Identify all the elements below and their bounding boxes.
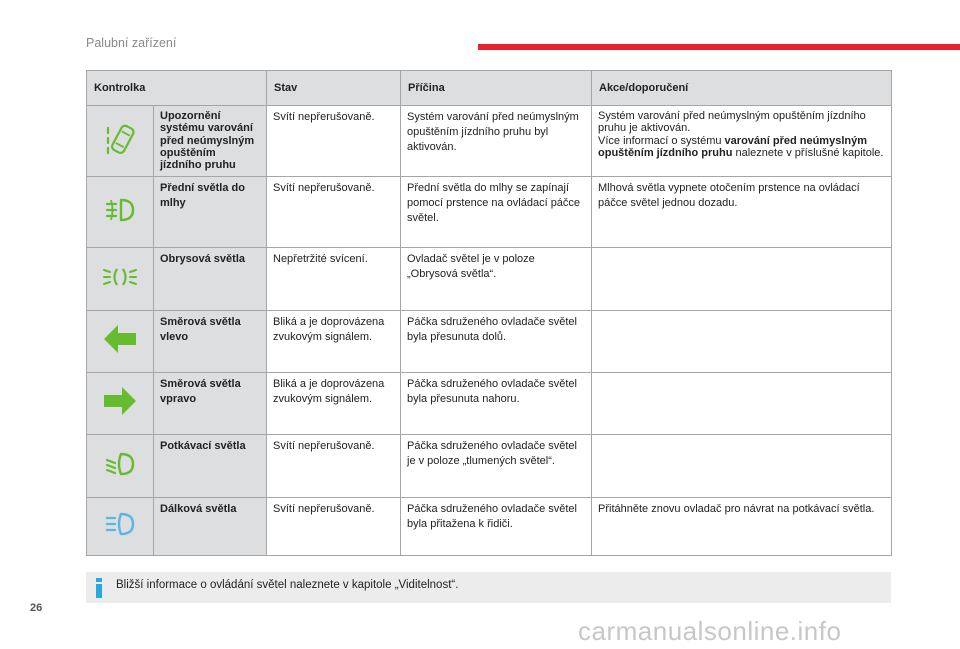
row-action — [592, 373, 892, 435]
table-row — [87, 311, 892, 373]
row-cause: Přední světla do mlhy se zapínají pomocí prstence na ovládací páčce světel. — [401, 177, 592, 248]
table-row — [87, 498, 892, 556]
info-note-box — [86, 572, 891, 603]
column-header-pricina: Příčina — [401, 71, 592, 106]
page-number: 26 — [30, 602, 43, 614]
table-row — [87, 106, 892, 177]
icon-cell — [87, 248, 154, 311]
column-header-kontrolka: Kontrolka — [87, 71, 267, 106]
main-beam-icon — [103, 529, 137, 541]
row-state: Svítí nepřerušovaně. — [267, 177, 401, 248]
table-row — [87, 435, 892, 498]
left-turn-arrow-icon — [102, 346, 138, 358]
right-turn-arrow-icon — [102, 408, 138, 420]
row-action — [592, 311, 892, 373]
row-name: Směrová světla vpravo — [154, 373, 267, 435]
column-header-stav: Stav — [267, 71, 401, 106]
row-cause: Ovladač světel je v poloze „Obrysová světla“. — [401, 248, 592, 311]
row-action-part-b: Více informací o systému — [598, 134, 725, 147]
watermark: carmanualsonline.info — [578, 616, 842, 646]
row-cause: Systém varování před neúmyslným opuštěním jízdního pruhu byl aktivován. — [401, 106, 592, 177]
row-name: Přední světla do mlhy — [154, 177, 267, 248]
icon-cell — [87, 311, 154, 373]
row-action — [592, 106, 892, 177]
row-state: Svítí nepřerušovaně. — [267, 435, 401, 498]
row-cause: Páčka sdruženého ovladače světel byla přesunuta nahoru. — [401, 373, 592, 435]
warning-lights-table — [86, 70, 892, 556]
column-header-akce: Akce/doporučení — [592, 71, 892, 106]
info-note-text: Bližší informace o ovládání světel naleznete v kapitole „Viditelnost“. — [116, 579, 459, 591]
row-action: Mlhová světla vypnete otočením prstence na ovládací páčce světel jednou dozadu. — [592, 177, 892, 248]
row-action — [592, 435, 892, 498]
table-row — [87, 373, 892, 435]
table-header-row — [87, 71, 892, 106]
dipped-beam-icon — [103, 469, 137, 481]
row-cause: Páčka sdruženého ovladače světel je v poloze „tlumených světel“. — [401, 435, 592, 498]
row-name: Upozornění systému varování před neúmyslným opuštěním jízdního pruhu — [154, 106, 267, 177]
icon-cell — [87, 435, 154, 498]
row-name: Dálková světla — [154, 498, 267, 556]
row-cause: Páčka sdruženého ovladače světel byla přesunuta dolů. — [401, 311, 592, 373]
row-state: Svítí nepřerušovaně. — [267, 498, 401, 556]
row-state: Bliká a je doprovázena zvukovým signálem. — [267, 373, 401, 435]
icon-cell — [87, 373, 154, 435]
row-cause: Páčka sdruženého ovladače světel byla přitažena k řidiči. — [401, 498, 592, 556]
sidelights-icon — [102, 280, 138, 292]
info-icon — [94, 578, 104, 601]
row-state: Nepřetržité svícení. — [267, 248, 401, 311]
row-name: Potkávací světla — [154, 435, 267, 498]
table-row — [87, 177, 892, 248]
section-title: Palubní zařízení — [86, 36, 177, 50]
row-action-part-c: naleznete v příslušné kapitole. — [732, 146, 884, 159]
row-name: Obrysová světla — [154, 248, 267, 311]
table-row — [87, 248, 892, 311]
lane-departure-icon — [105, 149, 135, 161]
icon-cell — [87, 177, 154, 248]
row-action: Přitáhněte znovu ovladač pro návrat na potkávací světla. — [592, 498, 892, 556]
icon-cell — [87, 498, 154, 556]
row-state: Bliká a je doprovázena zvukovým signálem. — [267, 311, 401, 373]
title-accent-bar — [478, 44, 960, 50]
row-name: Směrová světla vlevo — [154, 311, 267, 373]
row-action-bold: varování před neúmyslným opuštěním jízdního pruhu — [598, 134, 867, 159]
front-fog-light-icon — [103, 216, 137, 228]
row-state: Svítí nepřerušovaně. — [267, 106, 401, 177]
icon-cell — [87, 106, 154, 177]
row-action-part-a: Systém varování před neúmyslným opuštěním jízdního pruhu je aktivován. — [598, 110, 866, 135]
row-action — [592, 248, 892, 311]
